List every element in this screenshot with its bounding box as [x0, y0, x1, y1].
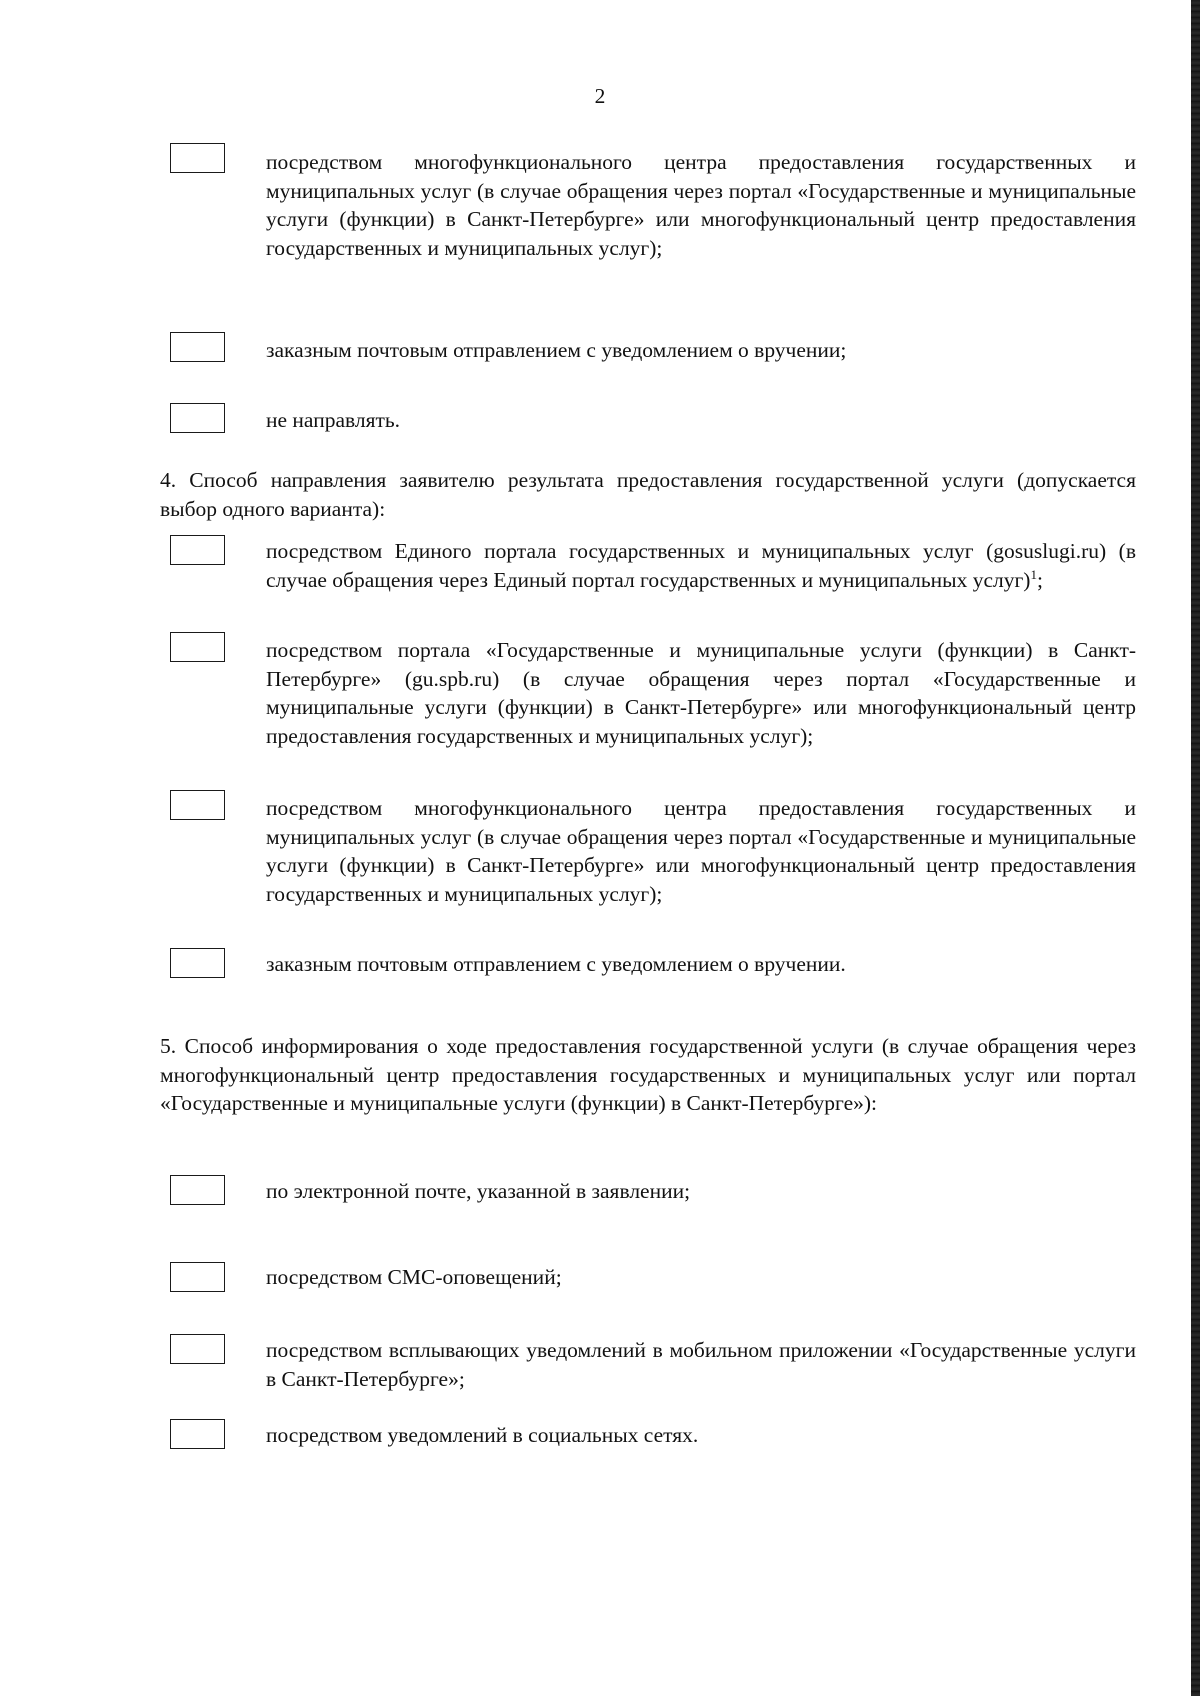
section-5-heading: 5. Способ информирования о ходе предоставления государственной услуги (в случае обращения через многофункциональный центр предоставления государственных и муниципальных услуг или портал «Государственные и муниципальные услуги (функции) в Санкт-Петербурге»):: [160, 1034, 1136, 1115]
checkbox-s5-push[interactable]: [170, 1334, 225, 1364]
section-4-heading: 4. Способ направления заявителю результата предоставления государственной услуги (допускается выбор одного варианта):: [160, 468, 1136, 521]
option-s4-gosuslugi-text: посредством Единого портала государственных и муниципальных услуг (gosuslugi.ru) (в случае обращения через Единый портал государственных и муниципальных услуг): [266, 539, 1136, 592]
checkbox-s4-post[interactable]: [170, 948, 225, 978]
option-s4-mfc: посредством многофункционального центра предоставления государственных и муниципальных услуг (в случае обращения через портал «Государственные и муниципальные услуги (функции) в Санкт-Петербурге» или многофункциональный центр предоставления государственных и муниципальных услуг);: [266, 796, 1136, 906]
footnote-marker: 1: [1030, 566, 1037, 582]
option-s4-gu-spb: посредством портала «Государственные и муниципальные услуги (функции) в Санкт-Петербурге» (gu.spb.ru) (в случае обращения через портал «Государственные и муниципальные услуги (функции) в Санкт-Петербурге» или многофункциональный центр предоставления государственных и муниципальных услуг);: [266, 638, 1136, 748]
checkbox-s4-gosuslugi[interactable]: [170, 535, 225, 565]
option-top-mfc: посредством многофункционального центра предоставления государственных и муниципальных услуг (в случае обращения через портал «Государственные и муниципальные услуги (функции) в Санкт-Петербурге» или многофункциональный центр предоставления государственных и муниципальных услуг);: [266, 150, 1136, 260]
option-s5-email: по электронной почте, указанной в заявлении;: [266, 1179, 691, 1203]
checkbox-s4-mfc[interactable]: [170, 790, 225, 820]
checkbox-top-none[interactable]: [170, 403, 225, 433]
option-s5-social: посредством уведомлений в социальных сетях.: [266, 1423, 699, 1447]
option-s4-post: заказным почтовым отправлением с уведомлением о вручении.: [266, 952, 846, 976]
scan-edge: [1191, 0, 1200, 1696]
option-top-post: заказным почтовым отправлением с уведомлением о вручении;: [266, 338, 847, 362]
checkbox-s5-social[interactable]: [170, 1419, 225, 1449]
option-s4-gosuslugi-end: ;: [1036, 567, 1043, 592]
checkbox-top-mfc[interactable]: [170, 143, 225, 173]
option-top-none: не направлять.: [266, 408, 401, 432]
checkbox-s5-sms[interactable]: [170, 1262, 225, 1292]
checkbox-s4-gu-spb[interactable]: [170, 632, 225, 662]
option-s4-gosuslugi: [266, 537, 1136, 594]
page-number: 2: [594, 84, 606, 108]
checkbox-top-post[interactable]: [170, 332, 225, 362]
option-s5-push: посредством всплывающих уведомлений в мобильном приложении «Государственные услуги в Санкт-Петербурге»;: [266, 1338, 1136, 1391]
checkbox-s5-email[interactable]: [170, 1175, 225, 1205]
option-s5-sms: посредством СМС-оповещений;: [266, 1265, 562, 1289]
